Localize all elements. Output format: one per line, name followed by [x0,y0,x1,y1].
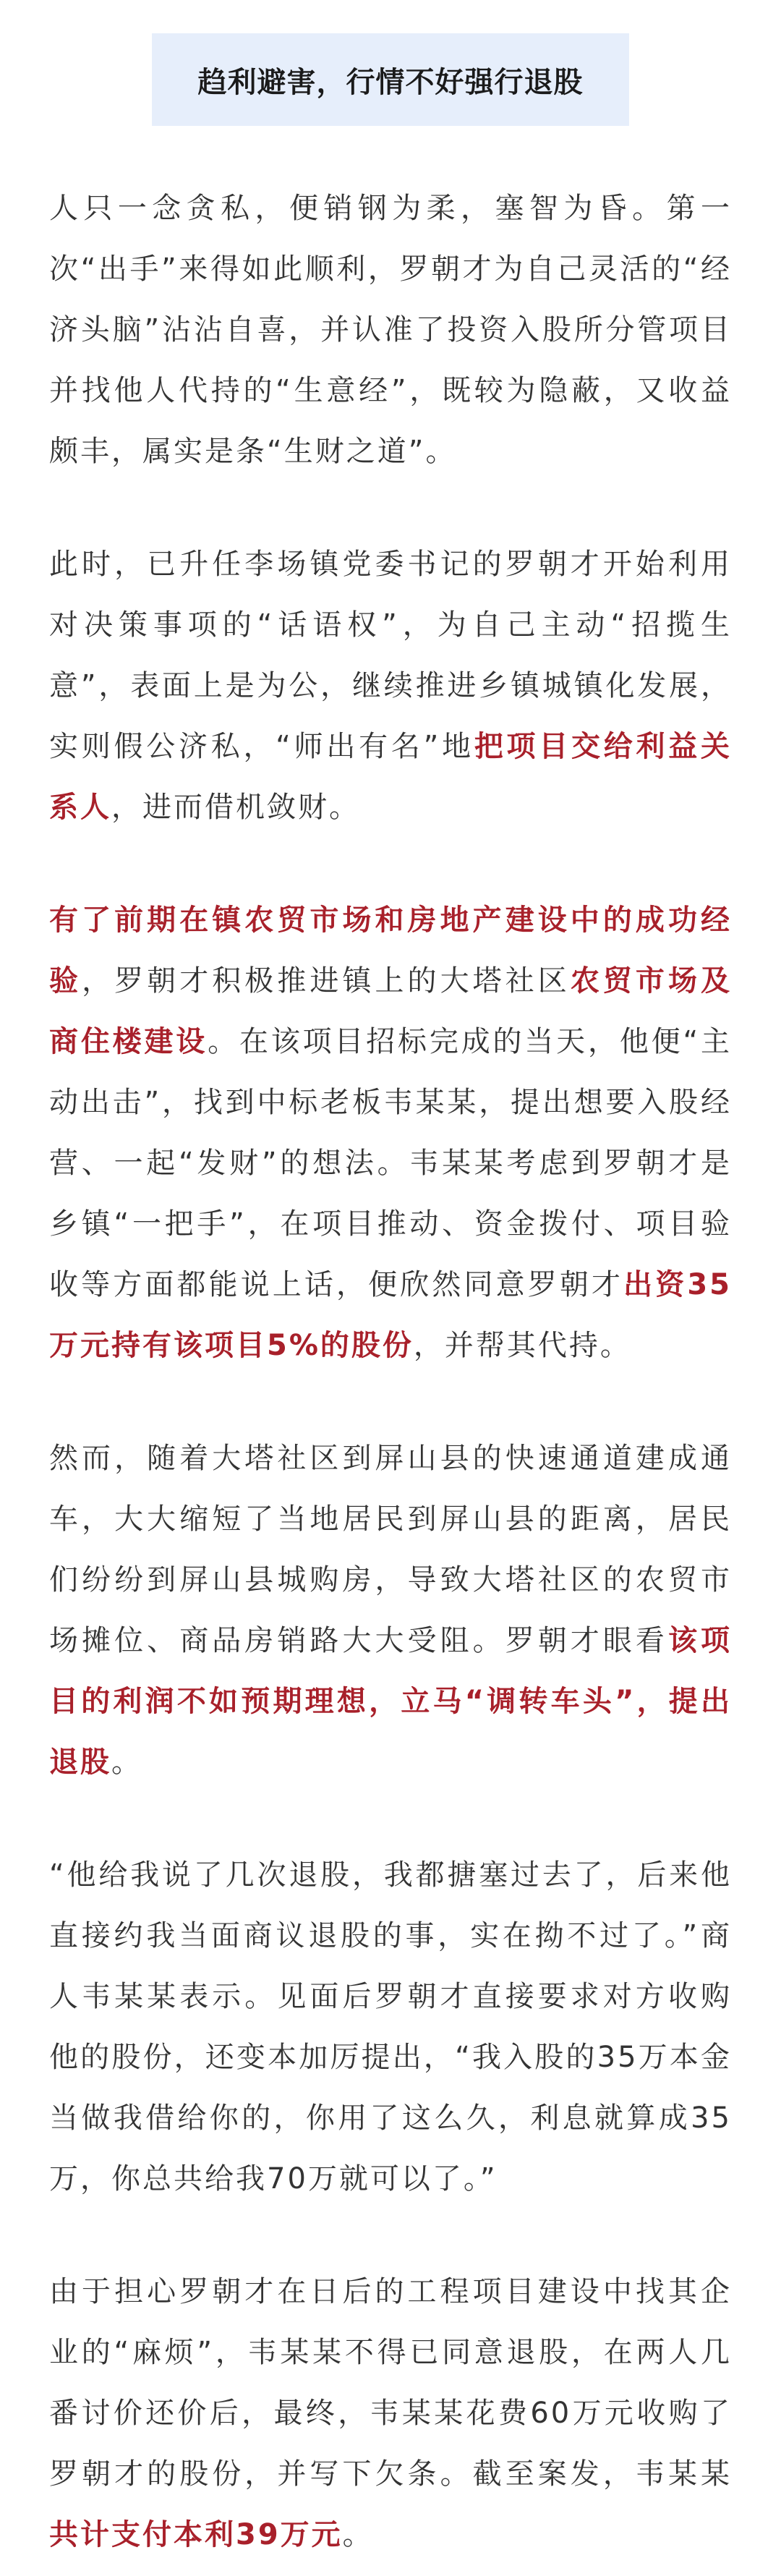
paragraph-3 [49,890,732,1376]
paragraph-text: 。 [342,2518,374,2551]
highlighted-text: 该项目的利润不如预期理想，立马“调转车头”，提出退股 [49,1624,733,1779]
paragraph-text: ，罗朝才积极推进镇上的大塔社区 [82,964,571,998]
paragraph-1 [49,178,732,482]
paragraph-text: ，进而借机敛财。 [111,791,360,824]
paragraph-text: ，并帮其代持。 [413,1329,631,1362]
paragraph-2 [49,534,732,838]
paragraph-6 [49,2261,732,2565]
paragraph-text: “他给我说了几次退股，我都搪塞过去了，后来他直接约我当面商议退股的事，实在拗不过了。”商人韦某某表示。见面后罗朝才直接要求对方收购他的股份，还变本加厉提出，“我入股的35万本金当做我借给你的，你用了这么久，利息就算成35万，你总共给我70万就可以了。” [49,1858,732,2195]
highlighted-text: 农贸市场及商住楼建设 [49,964,733,1058]
highlighted-text: 把项目交给利益关系人 [49,730,732,824]
article-body [49,178,732,2565]
paragraph-text: 人只一念贪私，便销钢为柔，塞智为昏。第一次“出手”来得如此顺利，罗朝才为自己灵活的“经济头脑”沾沾自喜，并认准了投资入股所分管项目并找他人代持的“生意经”，既较为隐蔽，又收益颇丰，属实是条“生财之道”。 [49,192,732,468]
paragraph-text: 。在该项目招标完成的当天，他便“主动出击”，找到中标老板韦某某，提出想要入股经营、一起“发财”的想法。韦某某考虑到罗朝才是乡镇“一把手”，在项目推动、资金拨付、项目验收等方面都能说上话，便欣然同意罗朝才 [49,1025,733,1301]
paragraph-text: 。 [111,1746,142,1779]
highlighted-text: 有了前期在镇农贸市场和房地产建设中的成功经验 [49,904,732,998]
highlighted-text: 共计支付本利39万元 [49,2518,343,2551]
section-heading-box [152,33,629,126]
paragraph-text: 由于担心罗朝才在日后的工程项目建设中找其企业的“麻烦”，韦某某不得已同意退股，在两人几番讨价还价后，最终，韦某某花费60万元收购了罗朝才的股份，并写下欠条。截至案发，韦某某 [49,2275,732,2491]
highlighted-text: 出资35万元持有该项目5%的股份 [49,1268,733,1362]
paragraph-text: 然而，随着大塔社区到屏山县的快速通道建成通车，大大缩短了当地居民到屏山县的距离，居民们纷纷到屏山县城购房，导致大塔社区的农贸市场摊位、商品房销路大大受阻。罗朝才眼看 [49,1442,732,1657]
section-heading: 趋利避害，行情不好强行退股 [197,65,584,99]
paragraph-text: 此时，已升任李场镇党委书记的罗朝才开始利用对决策事项的“话语权”，为自己主动“招揽生意”，表面上是为公，继续推进乡镇城镇化发展，实则假公济私，“师出有名”地 [49,548,732,763]
paragraph-4 [49,1428,732,1793]
paragraph-5 [49,1845,732,2209]
